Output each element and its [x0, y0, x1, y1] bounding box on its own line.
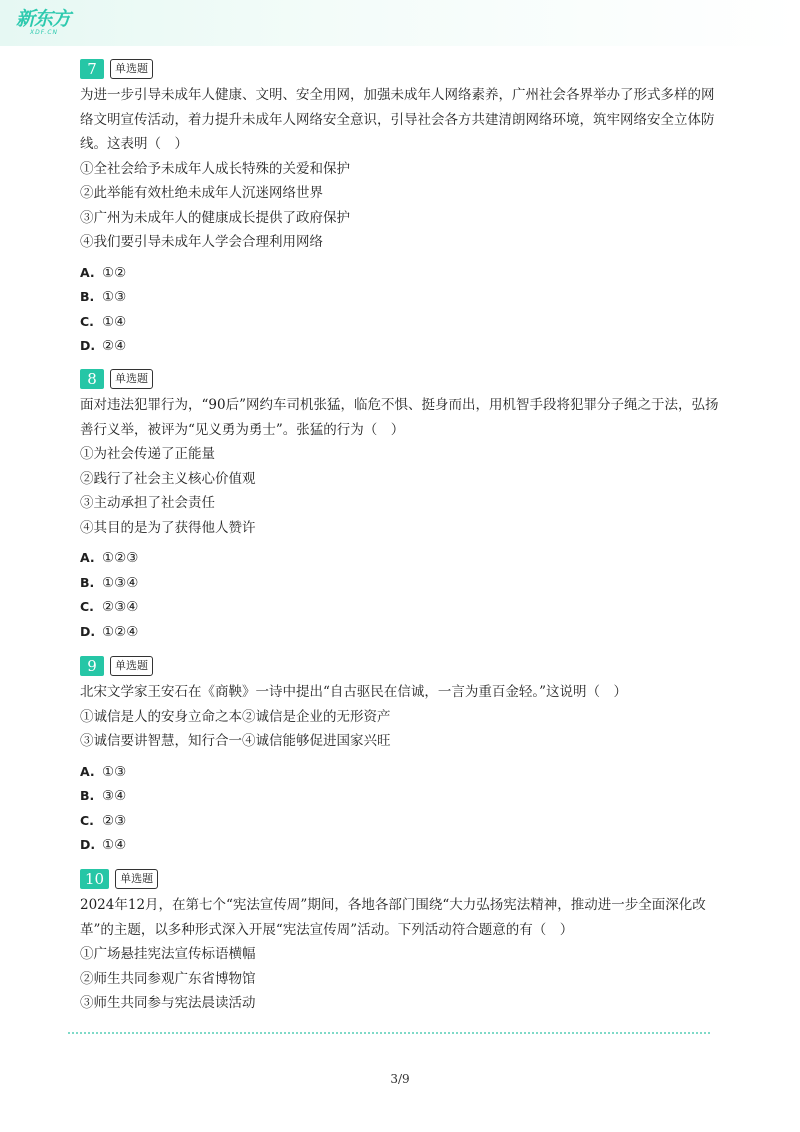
question-8 — [80, 368, 720, 644]
question-header — [80, 58, 720, 80]
question-type-tag: 单选题 — [110, 656, 153, 676]
statement: ①诚信是人的安身立命之本②诚信是企业的无形资产 — [80, 708, 391, 725]
options — [80, 760, 720, 858]
option-c: C. ①④ — [80, 313, 127, 330]
logo-subtext: XDF.CN — [30, 29, 58, 36]
options — [80, 546, 720, 644]
statement: ③师生共同参与宪法晨读活动 — [80, 995, 256, 1011]
question-stem: 面对违法犯罪行为，“90后”网约车司机张猛，临危不惧、挺身而出，用机智手段将犯罪分子绳之于法，弘扬善行义举，被评为“见义勇为勇士”。张猛的行为（ ） — [80, 397, 719, 438]
statement: ①全社会给予未成年人成长特殊的关爱和保护 — [80, 160, 350, 177]
option-a: A. ①②③ — [80, 550, 139, 566]
option-b: B. ③④ — [80, 788, 127, 804]
option-c: C. ②③④ — [80, 599, 139, 615]
option-a: A. ①③ — [80, 763, 127, 780]
page-number: 3/9 — [390, 1072, 410, 1086]
statement: ②此举能有效杜绝未成年人沉迷网络世界 — [80, 185, 323, 201]
question-stem: 为进一步引导未成年人健康、文明、安全用网，加强未成年人网络素养，广州社会各界举办了形式多样的网络文明宣传活动，着力提升未成年人网络安全意识，引导社会各方共建清朗网络环境，筑牢网络安全立体防线。这表明（ ） — [80, 87, 715, 152]
question-stem: 北宋文学家王安石在《商鞅》一诗中提出“自古驱民在信诚，一言为重百金轻。”这说明（ ） — [80, 684, 628, 700]
option-b: B. ①③④ — [80, 574, 139, 591]
footer-divider — [68, 1032, 710, 1034]
question-number-badge: 7 — [80, 59, 104, 79]
question-10 — [80, 868, 720, 1016]
option-d: D. ②④ — [80, 338, 127, 354]
question-header — [80, 868, 720, 890]
statement: ③广州为未成年人的健康成长提供了政府保护 — [80, 209, 350, 226]
option-d: D. ①②④ — [80, 623, 139, 640]
statement: ①为社会传递了正能量 — [80, 446, 215, 462]
statement: ③主动承担了社会责任 — [80, 495, 215, 511]
question-number-badge: 10 — [80, 869, 109, 889]
header-band — [0, 0, 800, 46]
xdf-logo — [16, 8, 96, 42]
question-type-tag: 单选题 — [110, 369, 153, 389]
statement: ②践行了社会主义核心价值观 — [80, 470, 256, 487]
statement: ①广场悬挂宪法宣传标语横幅 — [80, 946, 256, 962]
statement: ④其目的是为了获得他人赞许 — [80, 519, 256, 536]
question-type-tag: 单选题 — [115, 869, 158, 889]
question-7 — [80, 58, 720, 359]
options — [80, 261, 720, 359]
statement: ②师生共同参观广东省博物馆 — [80, 970, 256, 987]
question-header — [80, 368, 720, 390]
option-d: D. ①④ — [80, 837, 127, 853]
logo-text: 新东方 — [16, 8, 71, 30]
statement: ④我们要引导未成年人学会合理利用网络 — [80, 234, 323, 250]
option-a: A. ①② — [80, 264, 127, 281]
option-b: B. ①③ — [80, 289, 127, 305]
question-number-badge: 9 — [80, 656, 104, 676]
statement: ③诚信要讲智慧，知行合一④诚信能够促进国家兴旺 — [80, 733, 391, 749]
option-c: C. ②③ — [80, 812, 127, 829]
question-stem: 2024年12月，在第七个“宪法宣传周”期间，各地各部门围绕“大力弘扬宪法精神，推动进一步全面深化改革”的主题，以多种形式深入开展“宪法宣传周”活动。下列活动符合题意的有（ ） — [80, 897, 706, 938]
question-type-tag: 单选题 — [110, 59, 153, 79]
question-header — [80, 655, 720, 677]
question-number-badge: 8 — [80, 369, 104, 389]
question-9 — [80, 655, 720, 858]
